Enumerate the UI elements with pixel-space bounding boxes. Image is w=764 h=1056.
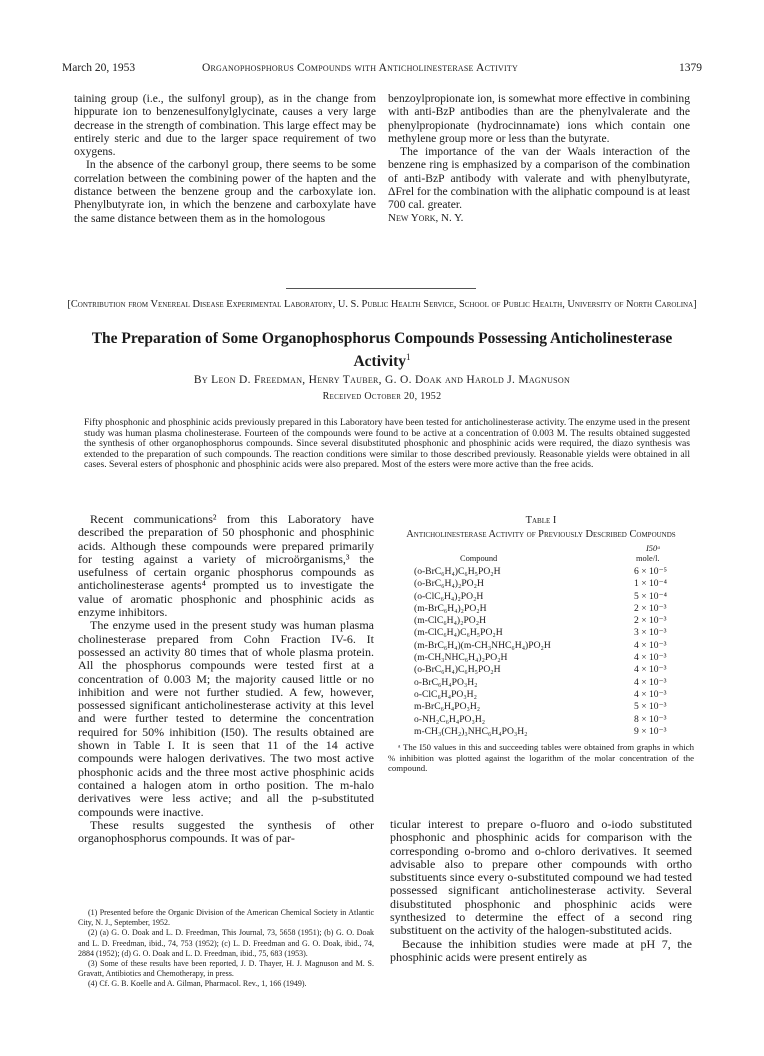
- header-date: March 20, 1953: [62, 62, 136, 74]
- table-cell-value: 3 × 10⁻³: [634, 627, 667, 639]
- table-cell-compound: o-ClC₆H₄PO₃H₂: [414, 688, 477, 700]
- title-footnote-marker: 1: [406, 352, 411, 362]
- received-date: Received October 20, 1952: [322, 391, 442, 402]
- article-paragraph: These results suggested the synthesis of other organophosphorus compounds. It was of par-: [78, 817, 374, 846]
- table-row: [414, 652, 694, 664]
- table-col-compound: Compound: [460, 554, 498, 563]
- article-title-text: The Preparation of Some Organophosphorus Compounds Possessing Anticholinesterase Activity: [91, 330, 673, 371]
- table-header: [388, 544, 694, 566]
- table-cell-value: 5 × 10⁻³: [634, 701, 667, 713]
- section-divider: [286, 288, 476, 289]
- table-row: [414, 627, 694, 639]
- footnote: (3) Some of these results have been reported, J. D. Thayer, H. J. Magnuson and M. S. Gravatt, Antibiotics and Chemotherapy, in press.: [78, 959, 374, 979]
- table-cell-compound: m-CH₃(CH₂)₃NHC₆H₄PO₃H₂: [414, 725, 528, 737]
- running-header: [62, 62, 702, 78]
- table-cell-compound: (o-BrC₆H₄)C₆H₅PO₂H: [414, 664, 501, 676]
- article-paragraph: Because the inhibition studies were made at pH 7, the phosphinic acids were present entirely as: [390, 936, 692, 964]
- table-cell-compound: m-BrC₆H₄PO₃H₂: [414, 701, 481, 713]
- table-row: [414, 664, 694, 676]
- footnote: (4) Cf. G. B. Koelle and A. Gilman, Pharmacol. Rev., 1, 166 (1949).: [88, 979, 307, 989]
- article-paragraph: Recent communications² from this Laboratory have described the preparation of 50 phosphonic and phosphinic acids. Although these compounds were prepared primarily for testing against a variety of microörganisms,³ the usefulness of certain organic phosphorus compounds as anticholinesterase agents⁴ prompted us to investigate the value of aromatic phosphonic and phosphinic acids as enzyme inhibitors.: [78, 512, 374, 620]
- article-right-column: [390, 818, 692, 964]
- table-row: [414, 689, 694, 701]
- table-cell-compound: (m-CH₃NHC₆H₄)₂PO₂H: [414, 652, 508, 664]
- table-row: [414, 714, 694, 726]
- table-cell-value: 6 × 10⁻⁵: [634, 566, 668, 577]
- header-running-title: Organophosphorus Compounds with Anticholinesterase Activity: [202, 62, 518, 74]
- article-paragraph: ticular interest to prepare o-fluoro and o-iodo substituted phosphonic and phosphinic acids for comparison with the corresponding o-bromo and o-chloro derivatives. It seemed advisable also to prepare other compounds with ortho substituents since every o-substituted compound we had tested possessed significant anticholinesterase activity. Several disubstituted phosphonic and phosphinic acids were synthesized to determine the effect of a second ring substituent on the activity of the halogen-substituted acids.: [390, 817, 692, 938]
- table-cell-value: 8 × 10⁻³: [634, 713, 667, 725]
- table-row: [414, 578, 694, 590]
- table-row: [414, 726, 694, 738]
- article-abstract: Fifty phosphonic and phosphinic acids previously prepared in this Laboratory have been tested for anticholinesterase activity. The enzyme used in the present study was human plasma cholinesterase. Fourteen of the compounds were found to be active at a concentration of 0.003 M. The results obtained suggested the synthesis of other organophosphorus compounds. Since several disubstituted phosphonic and phosphinic acids were required, the diazo synthesis was extended to the preparation of such compounds. The reaction conditions were similar to those described previously. Reasonable yields were obtained in all cases. Several esters of phosphonic and phosphinic acids were also prepared. Most of the esters were more active than the free acids.: [84, 417, 690, 471]
- table-cell-compound: (m-ClC₆H₄)C₆H₅PO₂H: [414, 627, 503, 639]
- table-1: [388, 514, 694, 773]
- table-row: [414, 701, 694, 713]
- footnote: (2) (a) G. O. Doak and L. D. Freedman, This Journal, 73, 5658 (1951); (b) G. O. Doak and L. D. Freedman, ibid., 74, 753 (1952); (c) L. D. Freedman and G. O. Doak, ibid., 74, 2884 (1952); (d) G. O. Doak and L. D. Freedman, ibid., 75, 683 (1953).: [78, 928, 374, 958]
- table-cell-compound: o-NH₂C₆H₄PO₃H₂: [414, 713, 486, 725]
- table-cell-value: 4 × 10⁻³: [634, 639, 667, 651]
- table-cell-value: 4 × 10⁻³: [634, 664, 667, 676]
- table-col-value-line1: I50ᵃ: [646, 544, 661, 553]
- article-left-column: [78, 513, 374, 845]
- prev-left-paragraph: taining group (i.e., the sulfonyl group), as in the change from hippurate ion to benzenesulfonylglycinate, causes a very large decrease in the strength of combination. This large effect may be entirely steric and due to the larger space requirement of two oxygens.: [74, 92, 376, 159]
- article-paragraph: The enzyme used in the present study was human plasma cholinesterase prepared from Cohn Fraction IV-6. It possessed an activity 80 times that of whole plasma protein. All the phosphorus compounds were tested first at a concentration of 0.003 M; the majority caused little or no inhibition and were not further studied. A few, however, possessed significant anticholinesterase activity at this level and were further tested to determine the concentration required for 50% inhibition (I50). The results obtained are shown in Table I. It is seen that 11 of the 14 active compounds were halogen derivatives. The two most active phosphonic acids and the three most active phosphinic acids contained a halogen atom in ortho position. The m-halo derivatives were less active; and all the p-substituted compounds were inactive.: [78, 618, 374, 819]
- article-authors: By Leon D. Freedman, Henry Tauber, G. O. Doak and Harold J. Magnuson: [193, 374, 571, 386]
- footnote: (1) Presented before the Organic Division of the American Chemical Society in Atlantic City, N. J., September, 1952.: [78, 908, 374, 928]
- footnotes: [78, 908, 374, 990]
- table-row: [414, 566, 694, 578]
- table-cell-compound: (m-ClC₆H₄)₂PO₂H: [414, 615, 487, 627]
- table-cell-value: 4 × 10⁻³: [634, 652, 667, 664]
- table-title: Anticholinesterase Activity of Previously Described Compounds: [406, 528, 676, 540]
- prev-right-paragraph: The importance of the van der Waals interaction of the benzene ring is emphasized by a comparison of the combination of anti-BzP antibody with valerate and with phenylbutyrate, ΔFrel for the combination with the aliphatic compound is at least 700 cal. greater.: [388, 145, 690, 212]
- table-cell-value: 9 × 10⁻³: [634, 725, 667, 737]
- table-cell-value: 4 × 10⁻³: [634, 688, 667, 700]
- table-row: [414, 591, 694, 603]
- table-cell-value: 2 × 10⁻³: [634, 602, 667, 614]
- table-cell-value: 4 × 10⁻³: [634, 676, 667, 688]
- table-col-value-line2: mole/l.: [636, 554, 660, 563]
- table-cell-value: 2 × 10⁻³: [634, 615, 667, 627]
- prev-article-location: New York, N. Y.: [388, 211, 464, 224]
- table-cell-compound: (m-BrC₆H₄)₂PO₂H: [414, 602, 487, 614]
- table-cell-compound: (o-BrC₆H₄)₂PO₂H: [414, 578, 484, 590]
- table-body: [414, 566, 694, 738]
- table-cell-value: 5 × 10⁻⁴: [634, 590, 668, 602]
- table-row: [414, 615, 694, 627]
- table-cell-compound: (m-BrC₆H₄)(m-CH₃NHC₆H₄)PO₂H: [414, 639, 551, 651]
- prev-article-left-column: [74, 92, 376, 225]
- prev-article-right-column: [388, 92, 690, 225]
- article-title: [66, 330, 698, 371]
- table-cell-compound: o-BrC₆H₄PO₃H₂: [414, 676, 478, 688]
- table-cell-compound: (o-ClC₆H₄)₂PO₂H: [414, 590, 484, 602]
- table-cell-compound: (o-BrC₆H₄)C₆H₅PO₂H: [414, 566, 501, 577]
- prev-left-paragraph: In the absence of the carbonyl group, there seems to be some correlation between the combining power of the hapten and the distance between the benzene group and the carboxylate ion. Phenylbutyrate ion, in which the benzene and carboxylate have the same distance between them as in the homologous: [74, 158, 376, 225]
- table-footnote: ᵃ The I50 values in this and succeeding tables were obtained from graphs in which % inhibition was plotted against the logarithm of the molar concentration of the compound.: [388, 742, 694, 773]
- header-page-number: 1379: [679, 62, 702, 74]
- contribution-line: [Contribution from Venereal Disease Experimental Laboratory, U. S. Public Health Service, School of Public Health, University of North Carolina]: [67, 299, 697, 310]
- table-row: [414, 603, 694, 615]
- table-row: [414, 677, 694, 689]
- table-cell-value: 1 × 10⁻⁴: [634, 578, 668, 590]
- prev-right-paragraph: benzoylpropionate ion, is somewhat more effective in combining with anti-BzP antibodies than are the phenylvalerate and the phenylpropionate (hydrocinnamate) ions which contain one methylene group more or less than the butyrate.: [388, 92, 690, 145]
- table-row: [414, 640, 694, 652]
- table-label: Table I: [525, 515, 557, 526]
